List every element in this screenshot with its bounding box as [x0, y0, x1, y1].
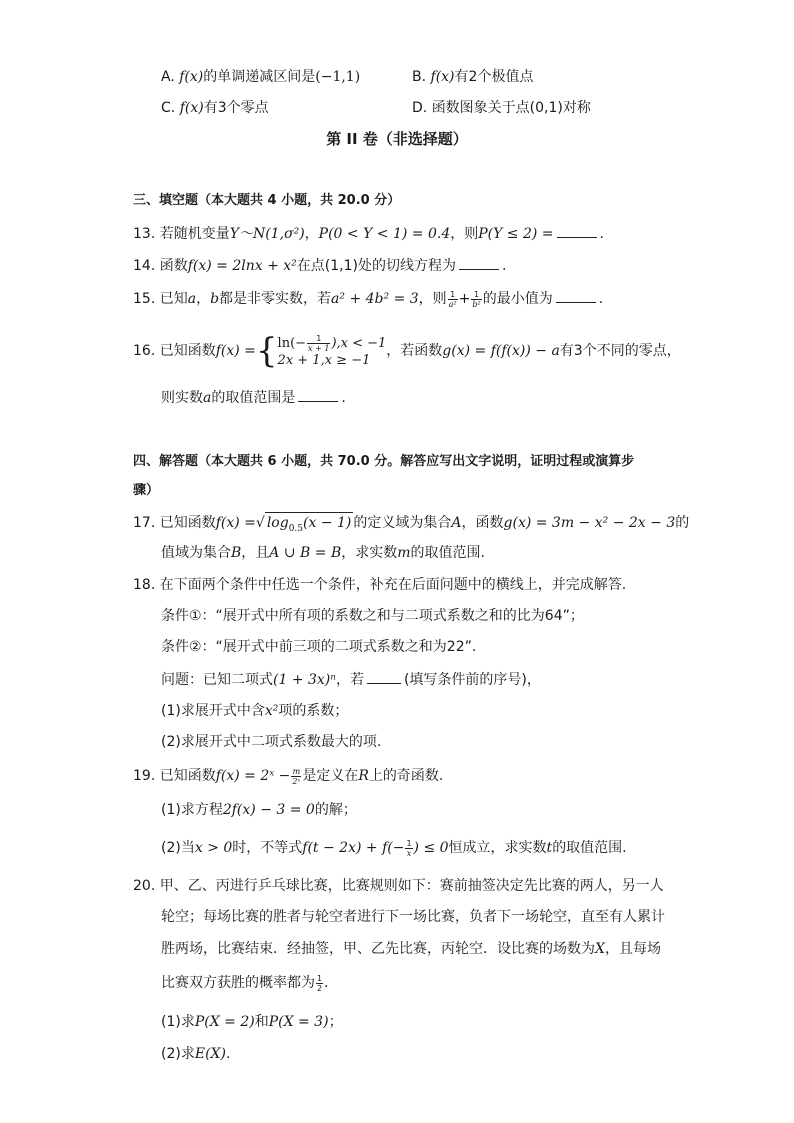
question-20-line3: 胜两场，比赛结束．经抽签，甲、乙先比赛，丙轮空．设比赛的场数为X，且每场 — [161, 941, 661, 957]
question-18-condition-1: 条件①：“展开式中所有项的系数之和与二项式系数之和的比为64”； — [161, 608, 584, 624]
question-19: 19. 已知函数f(x) = 2ˣ − $\frac{m}{\text{2ˣ}}$ 是定义在R上的奇函数. — [133, 766, 444, 786]
question-19-part-2: (2)当x > 0时，不等式f(t − 2x) + f(− $\frac{1}{x}$ ) ≤ 0恒成立，求实数t的取值范围. — [161, 838, 627, 858]
question-20-line2: 轮空；每场比赛的胜者与轮空者进行下一场比赛，负者下一场轮空，直至有人累计 — [161, 909, 665, 925]
question-19-part-1: (1)求方程2f(x) − 3 = 0的解； — [161, 802, 357, 818]
question-16-line2: 则实数a的取值范围是 . — [161, 387, 346, 408]
question-18-problem: 问题：已知二项式(1 + 3x)ⁿ，若 (填写条件前的序号)， — [161, 669, 541, 690]
question-18: 18. 在下面两个条件中任选一个条件，补充在后面问题中的横线上，并完成解答. — [133, 577, 627, 593]
question-13: 13. 若随机变量Y～N(1,σ²)，P(0 < Y < 1) = 0.4，则P(Y ≤ 2) = . — [133, 223, 604, 244]
answer-blank[interactable] — [556, 288, 596, 303]
question-14: 14. 函数f(x) = 2lnx + x²在点(1,1)处的切线方程为 . — [133, 255, 506, 276]
question-20-part-1: (1)求P(X = 2)和P(X = 3)； — [161, 1014, 343, 1030]
part2-title: 第 II 卷（非选择题） — [326, 130, 468, 148]
question-18-part-1: (1)求展开式中含x²项的系数； — [161, 703, 349, 719]
question-20-line4: 比赛双方获胜的概率都为 $\frac{1}{2}$ . — [161, 973, 329, 993]
question-17: 17. 已知函数f(x) =√ $\log_{0.5}(x - 1)$ 的定义域为集合A，函数g(x) = 3m − x² − 2x − 3的 — [133, 512, 689, 539]
question-17-line2: 值域为集合B，且A ∪ B = B，求实数m的取值范围. — [161, 545, 485, 561]
question-15: 15. 已知a，b都是非零实数，若a² + 4b² = 3，则 $\frac{1}{\text{a²}}$ + $\frac{1}{\text{b²}}$ 的最小值为 . — [133, 289, 604, 309]
question-20: 20. 甲、乙、丙进行乒乓球比赛，比赛规则如下：赛前抽签决定先比赛的两人，另一人 — [133, 878, 664, 894]
question-18-condition-2: 条件②：“展开式中前三项的二项式系数之和为22”. — [161, 639, 477, 655]
option-c: C. f(x)有3个零点 — [161, 100, 269, 116]
question-20-part-2: (2)求E(X). — [161, 1046, 231, 1062]
answer-blank[interactable] — [557, 223, 597, 238]
option-b: B. f(x)有2个极值点 — [412, 69, 534, 85]
question-18-part-2: (2)求展开式中二项式系数最大的项. — [161, 734, 382, 750]
condition-blank[interactable] — [367, 669, 401, 684]
option-d: D. 函数图象关于点(0,1)对称 — [412, 100, 591, 116]
section4-heading: 四、解答题（本大题共 6 小题，共 70.0 分。解答应写出文字说明，证明过程或演算步 — [133, 454, 635, 469]
question-16: 16. 已知函数f(x) ={ ln(− $\frac{1}{x + 1}$ ),x < −1 2x + 1,x ≥ −1 ，若函数g(x) = f(f(x)) − a有3个不同的零点， — [133, 331, 681, 371]
answer-blank[interactable] — [298, 387, 338, 402]
answer-blank[interactable] — [459, 255, 499, 270]
section4-heading-cont: 骤） — [133, 483, 160, 498]
option-a: A. f(x)的单调递减区间是(−1,1) — [161, 69, 361, 85]
section3-heading: 三、填空题（本大题共 4 小题，共 20.0 分） — [133, 193, 401, 208]
